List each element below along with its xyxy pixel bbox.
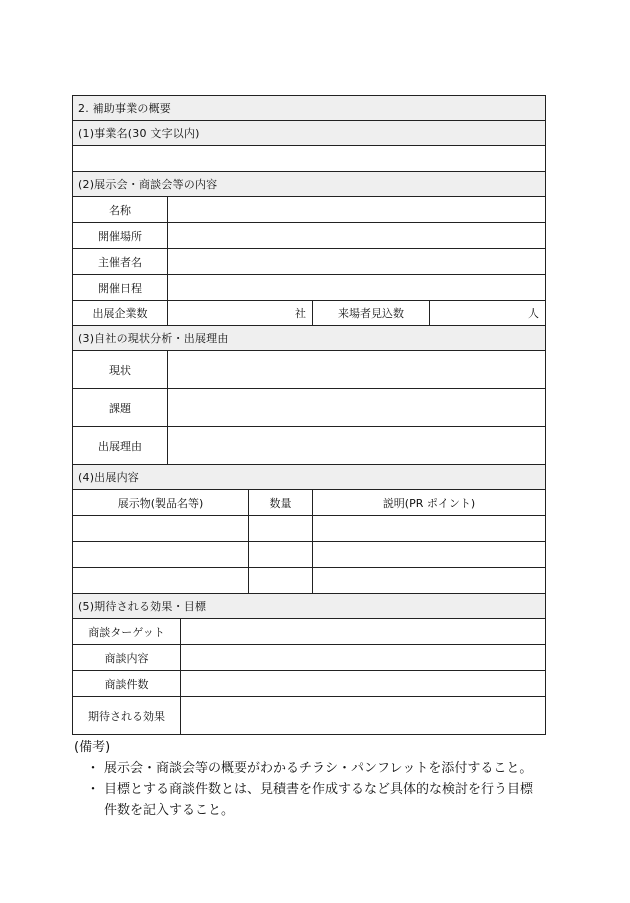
q5-label: (5)期待される効果・目標 [72,593,546,619]
q3-row-issues [72,388,546,427]
q2-row-counts [72,300,546,326]
exhibit-qty-field[interactable] [249,542,313,567]
section-title: 2. 補助事業の概要 [72,95,546,121]
note-item [82,758,574,779]
q5-row-label: 商談ターゲット [73,619,181,644]
q3-row-reason [72,426,546,465]
exhibit-reason-field[interactable] [168,427,545,464]
q2-row-label: 主催者名 [73,249,168,274]
visitors-field[interactable] [430,301,545,325]
exhibit-qty-field[interactable] [249,568,313,593]
q1-label: (1)事業名(30 文字以内) [72,120,546,146]
table-row [72,567,546,594]
exhibit-desc-field[interactable] [313,542,545,567]
q2-row-label: 開催日程 [73,275,168,300]
q1-input-row[interactable] [72,145,546,172]
q5-row-label: 期待される効果 [73,697,181,734]
notes-heading: (備考) [74,740,111,755]
deal-content-field[interactable] [181,645,545,670]
q2-label: (2)展示会・商談会等の内容 [72,171,546,197]
bullet-icon: ・ [86,782,100,797]
note-item [82,779,574,821]
deal-target-field[interactable] [181,619,545,644]
companies-unit: 社 [295,307,306,320]
notes-block [74,737,574,821]
q3-row-label: 現状 [73,351,168,388]
event-name-field[interactable] [168,197,545,222]
q4-header-row [72,489,546,516]
issues-field[interactable] [168,389,545,426]
q5-row-content [72,644,546,671]
note-text: 展示会・商談会等の概要がわかるチラシ・パンフレットを添付すること。 [104,761,533,776]
q2-row-label: 名称 [73,197,168,222]
q2-row-label: 開催場所 [73,223,168,248]
exhibit-item-field[interactable] [73,568,249,593]
note-text: 目標とする商談件数とは、見積書を作成するなど具体的な検討を行う目標件数を記入すること。 [104,782,534,818]
q4-header-desc: 説明(PR ポイント) [382,496,476,510]
bullet-icon: ・ [86,761,100,776]
visitors-label: 来場者見込数 [313,301,430,325]
q3-label: (3)自社の現状分析・出展理由 [72,325,546,351]
exhibit-item-field[interactable] [73,542,249,567]
expected-effect-field[interactable] [181,697,545,734]
exhibit-desc-field[interactable] [313,516,545,541]
q5-row-label: 商談件数 [73,671,181,696]
organizer-field[interactable] [168,249,545,274]
current-state-field[interactable] [168,351,545,388]
q2-row-name [72,196,546,223]
q3-row-current [72,350,546,389]
companies-field[interactable] [168,301,313,325]
exhibit-qty-field[interactable] [249,516,313,541]
exhibit-desc-field[interactable] [313,568,545,593]
q5-row-target [72,618,546,645]
dates-field[interactable] [168,275,545,300]
q2-row-organizer [72,248,546,275]
q4-header-exhibit: 展示物(製品名等) [73,490,249,515]
companies-label: 出展企業数 [73,301,168,325]
q2-row-dates [72,274,546,301]
q3-row-label: 出展理由 [73,427,168,464]
project-name-field[interactable] [73,146,545,171]
table-row [72,515,546,542]
q2-row-venue [72,222,546,249]
q5-row-effect [72,696,546,735]
q5-row-count [72,670,546,697]
q3-row-label: 課題 [73,389,168,426]
exhibit-item-field[interactable] [73,516,249,541]
venue-field[interactable] [168,223,545,248]
visitors-unit: 人 [528,307,539,320]
q4-header-qty: 数量 [249,490,313,515]
table-row [72,541,546,568]
q4-label: (4)出展内容 [72,464,546,490]
q5-row-label: 商談内容 [73,645,181,670]
deal-count-field[interactable] [181,671,545,696]
